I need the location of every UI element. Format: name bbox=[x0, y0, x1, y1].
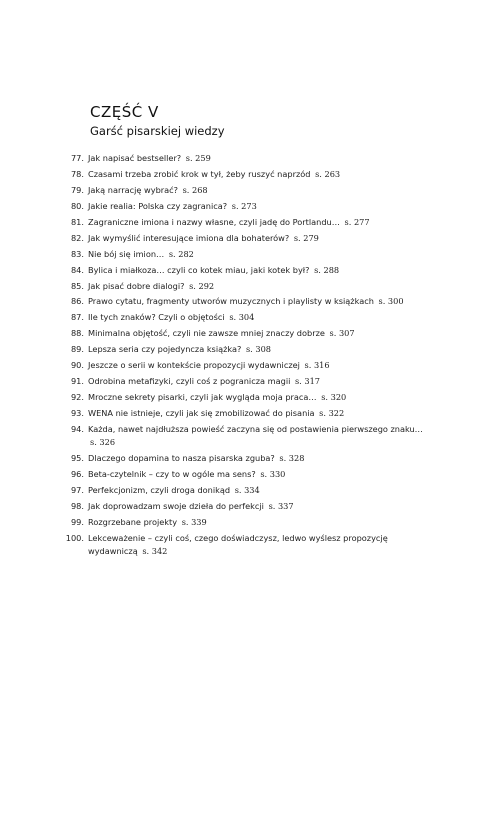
toc-entry-number: 85. bbox=[70, 280, 84, 291]
toc-entry-page: s. 273 bbox=[231, 200, 257, 211]
toc-entry-title: Lekceważenie – czyli coś, czego doświadczysz, ledwo wyślesz propozycję wydawniczą bbox=[88, 532, 388, 557]
toc-entry bbox=[0, 468, 480, 481]
toc-entry-number: 93. bbox=[70, 408, 84, 418]
toc-entry bbox=[0, 359, 480, 372]
toc-entry-text bbox=[88, 200, 428, 213]
toc-entry-number: 100. bbox=[65, 532, 84, 543]
toc-entry-number: 82. bbox=[70, 232, 84, 243]
toc-entry-page: s. 320 bbox=[321, 392, 347, 403]
toc-entry bbox=[0, 500, 480, 513]
toc-entry-number: 97. bbox=[70, 485, 84, 496]
toc-entry-text bbox=[88, 407, 428, 420]
toc-entry-page: s. 259 bbox=[185, 153, 211, 163]
toc-entry-number: 90. bbox=[70, 360, 84, 371]
toc-entry-title: Beta-czytelnik – czy to w ogóle ma sens? bbox=[88, 469, 256, 480]
toc-entry-number: 77. bbox=[70, 153, 84, 163]
toc-entry-text bbox=[88, 311, 428, 324]
toc-entry-title: Jak doprowadzam swoje dzieła do perfekcji bbox=[88, 500, 264, 511]
toc-entry-number: 99. bbox=[70, 516, 84, 527]
toc-entry-page: s. 279 bbox=[293, 232, 319, 243]
toc-entry-number: 89. bbox=[70, 344, 84, 355]
toc-entry bbox=[0, 200, 480, 213]
toc-entry bbox=[0, 184, 480, 197]
toc-entry-page: s. 292 bbox=[189, 280, 215, 291]
toc-entry-title: WENA nie istnieje, czyli jak się zmobilizować do pisania bbox=[88, 408, 315, 418]
toc-entry-number: 81. bbox=[70, 216, 84, 227]
toc-entry bbox=[0, 168, 480, 181]
toc-entry-text bbox=[88, 343, 428, 356]
toc-entry bbox=[0, 327, 480, 340]
toc-entry-number: 86. bbox=[70, 296, 84, 307]
toc-entry-number: 87. bbox=[70, 312, 84, 323]
toc-entry bbox=[0, 295, 480, 308]
toc-entry-page: s. 288 bbox=[314, 264, 340, 275]
toc-entry-title: Prawo cytatu, fragmenty utworów muzycznych i playlisty w książkach bbox=[88, 296, 374, 307]
toc-entry-number: 91. bbox=[70, 376, 84, 387]
toc-entry-title: Bylica i miałkoza… czyli co kotek miau, jaki kotek był? bbox=[88, 264, 310, 275]
toc-entry-title: Jak pisać dobre dialogi? bbox=[88, 280, 185, 291]
toc-entry-page: s. 317 bbox=[294, 376, 321, 387]
toc-entry bbox=[0, 248, 480, 261]
toc-entry-title: Rozgrzebane projekty bbox=[88, 516, 178, 527]
part-subtitle: Garść pisarskiej wiedzy bbox=[90, 124, 225, 138]
toc-entry-text bbox=[88, 152, 428, 165]
toc-entry-number: 78. bbox=[70, 168, 84, 179]
toc-entry-text bbox=[88, 216, 428, 229]
toc-entry-title: Odrobina metafizyki, czyli coś z pogranicza magii bbox=[88, 376, 291, 387]
toc-entry-text bbox=[88, 248, 428, 261]
toc-entry bbox=[0, 391, 480, 404]
toc-entry-number: 79. bbox=[70, 184, 84, 195]
toc-entry-number: 92. bbox=[70, 392, 84, 403]
toc-entry bbox=[0, 343, 480, 356]
toc-entry-text bbox=[88, 232, 428, 245]
toc-entry-page: s. 282 bbox=[168, 248, 194, 259]
toc-entry-page: s. 330 bbox=[260, 469, 286, 480]
toc-entry-page: s. 277 bbox=[344, 216, 370, 227]
toc-entry-text bbox=[88, 391, 428, 404]
toc-entry-page: s. 308 bbox=[245, 344, 272, 355]
toc-entry-page: s. 322 bbox=[319, 408, 345, 418]
toc-entry bbox=[0, 280, 480, 293]
toc-entry-text bbox=[88, 375, 428, 388]
toc-entry-title: Lepsza seria czy pojedyncza książka? bbox=[88, 344, 242, 355]
toc-entry bbox=[0, 311, 480, 324]
toc-entry-page: s. 326 bbox=[90, 437, 116, 448]
toc-entry-title: Każda, nawet najdłuższa powieść zaczyna się od postawienia pierwszego znaku… bbox=[88, 423, 423, 434]
toc-entry-number: 96. bbox=[70, 469, 84, 480]
toc-entry-text bbox=[88, 184, 428, 197]
part-title: CZĘŚĆ V bbox=[90, 103, 159, 121]
toc-entry-page: s. 263 bbox=[315, 168, 341, 179]
toc-entry-title: Ile tych znaków? Czyli o objętości bbox=[88, 312, 225, 323]
toc-entry-page: s. 300 bbox=[378, 296, 404, 307]
toc-entry-text bbox=[88, 359, 428, 372]
toc-entry bbox=[0, 152, 480, 165]
toc-entry bbox=[0, 216, 480, 229]
toc-entry bbox=[0, 452, 480, 465]
toc-entry-number: 98. bbox=[70, 500, 84, 511]
toc-entry-title: Perfekcjonizm, czyli droga donikąd bbox=[88, 485, 231, 496]
table-of-contents bbox=[0, 152, 480, 561]
toc-entry-page: s. 304 bbox=[229, 312, 255, 323]
toc-entry bbox=[0, 423, 480, 450]
toc-entry-number: 84. bbox=[70, 264, 84, 275]
toc-entry-title: Jakie realia: Polska czy zagranica? bbox=[88, 200, 228, 211]
toc-entry bbox=[0, 516, 480, 529]
toc-entry-number: 88. bbox=[70, 328, 84, 339]
toc-entry-title: Minimalna objętość, czyli nie zawsze mniej znaczy dobrze bbox=[88, 328, 325, 339]
toc-entry-text bbox=[88, 468, 428, 481]
toc-entry-text bbox=[88, 168, 428, 181]
toc-entry-page: s. 334 bbox=[234, 485, 260, 496]
toc-entry bbox=[0, 232, 480, 245]
toc-entry-page: s. 316 bbox=[304, 360, 330, 371]
toc-entry-text bbox=[88, 423, 428, 450]
toc-entry-title: Czasami trzeba zrobić krok w tył, żeby ruszyć naprzód bbox=[88, 168, 311, 179]
toc-entry-page: s. 268 bbox=[182, 184, 208, 195]
toc-entry-text bbox=[88, 484, 428, 497]
toc-entry-title: Jak napisać bestseller? bbox=[88, 153, 182, 163]
toc-entry bbox=[0, 484, 480, 497]
toc-entry-title: Jaką narrację wybrać? bbox=[88, 184, 178, 195]
toc-entry-page: s. 337 bbox=[268, 500, 294, 511]
toc-entry bbox=[0, 532, 480, 559]
toc-entry-text bbox=[88, 280, 428, 293]
toc-entry-title: Nie bój się imion… bbox=[88, 248, 165, 259]
toc-entry bbox=[0, 375, 480, 388]
toc-entry bbox=[0, 264, 480, 277]
toc-entry-page: s. 339 bbox=[181, 516, 207, 527]
toc-entry-number: 95. bbox=[70, 453, 84, 464]
toc-entry-number: 83. bbox=[70, 248, 84, 259]
toc-entry-text bbox=[88, 500, 428, 513]
toc-entry-text bbox=[88, 327, 428, 340]
toc-entry-page: s. 342 bbox=[142, 546, 168, 557]
toc-entry-page: s. 328 bbox=[279, 453, 305, 464]
toc-entry-title: Zagraniczne imiona i nazwy własne, czyli jadę do Portlandu… bbox=[88, 216, 340, 227]
toc-entry-number: 94. bbox=[70, 423, 84, 434]
toc-entry-title: Dlaczego dopamina to nasza pisarska zguba? bbox=[88, 453, 275, 464]
toc-entry-text bbox=[88, 532, 428, 559]
toc-entry-page: s. 307 bbox=[329, 328, 355, 339]
toc-entry-text bbox=[88, 295, 428, 308]
toc-entry-text bbox=[88, 516, 428, 529]
toc-entry-text bbox=[88, 452, 428, 465]
toc-entry-number: 80. bbox=[70, 200, 84, 211]
toc-entry-title: Jak wymyślić interesujące imiona dla bohaterów? bbox=[88, 232, 290, 243]
toc-entry-title: Jeszcze o serii w kontekście propozycji wydawniczej bbox=[88, 360, 300, 371]
toc-entry-title: Mroczne sekrety pisarki, czyli jak wygląda moja praca… bbox=[88, 392, 317, 403]
toc-entry bbox=[0, 407, 480, 420]
toc-entry-text bbox=[88, 264, 428, 277]
